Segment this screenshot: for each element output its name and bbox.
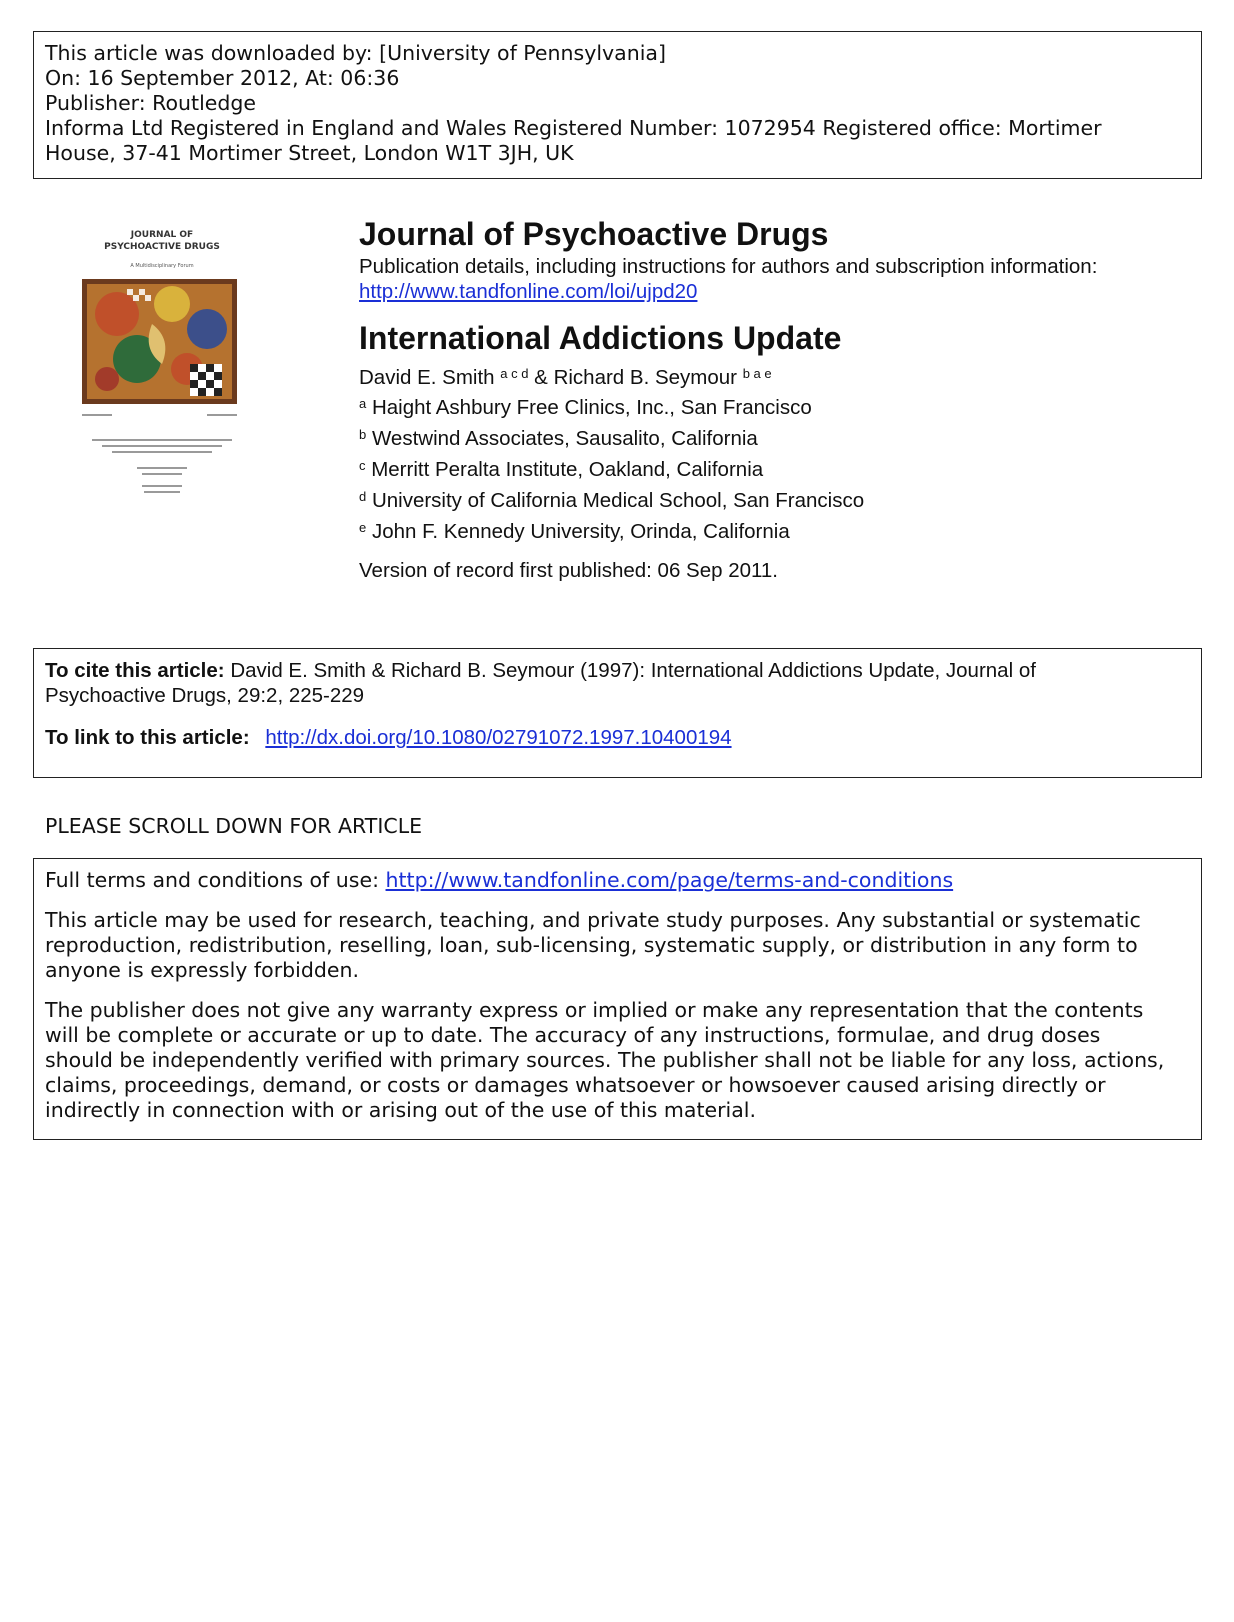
usage-line: reproduction, redistribution, reselling, loan, sub-licensing, systematic supply, or distribution in any form to <box>45 933 1138 957</box>
download-line-date: On: 16 September 2012, At: 06:36 <box>45 66 400 90</box>
journal-title: Journal of Psychoactive Drugs <box>359 216 829 252</box>
disclaimer-line: will be complete or accurate or up to date. The accuracy of any instructions, formulae, and drug doses <box>45 1023 1101 1047</box>
disclaimer-line: The publisher does not give any warranty express or implied or make any representation that the contents <box>45 998 1144 1022</box>
download-line-address: House, 37-41 Mortimer Street, London W1T 3JH, UK <box>45 141 574 165</box>
terms-line <box>45 868 1190 893</box>
affiliation-mark: c <box>359 458 366 473</box>
cite-label: To cite this article: <box>45 659 225 682</box>
download-line-university: This article was downloaded by: [University of Pennsylvania] <box>45 41 666 65</box>
publication-details: Publication details, including instructions for authors and subscription information: <box>359 255 1098 278</box>
author-affiliation-marks: a c d <box>500 366 529 381</box>
download-line-registered: Informa Ltd Registered in England and Wales Registered Number: 1072954 Registered office: Mortimer <box>45 116 1102 140</box>
cover-title-line1: JOURNAL OF <box>130 230 194 240</box>
affiliation-item <box>359 392 1199 423</box>
author-line <box>359 364 1199 392</box>
cite-text: David E. Smith & Richard B. Seymour (1997): International Addictions Update, Journal of <box>230 659 1036 682</box>
cover-artwork <box>82 279 237 404</box>
journal-cover-image <box>82 229 242 504</box>
author-affiliation-marks: b a e <box>742 366 772 381</box>
article-header <box>359 214 1199 583</box>
author-name: Richard B. Seymour <box>553 366 737 389</box>
terms-link[interactable]: http://www.tandfonline.com/page/terms-and-conditions <box>385 868 954 892</box>
link-label: To link to this article: <box>45 726 250 749</box>
disclaimer-paragraph <box>45 998 1190 1123</box>
affiliation-mark: a <box>359 396 367 411</box>
scroll-down-note: PLEASE SCROLL DOWN FOR ARTICLE <box>45 814 423 838</box>
affiliation-text: University of California Medical School, San Francisco <box>371 489 865 512</box>
affiliation-item <box>359 485 1199 516</box>
disclaimer-line: should be independently verified with primary sources. The publisher shall not be liable for any loss, actions, <box>45 1048 1165 1072</box>
cover-subtitle: A Multidisciplinary Forum <box>130 263 194 269</box>
affiliation-text: Haight Ashbury Free Clinics, Inc., San Francisco <box>371 396 812 419</box>
article-link-row <box>45 725 1190 750</box>
affiliation-mark: d <box>359 489 367 504</box>
download-notice-box <box>33 31 1202 179</box>
disclaimer-line: claims, proceedings, demand, or costs or damages whatsoever or howsoever caused arising directly or <box>45 1073 1106 1097</box>
disclaimer-line: indirectly in connection with or arising out of the use of this material. <box>45 1098 756 1122</box>
author-name: David E. Smith <box>359 366 495 389</box>
terms-label: Full terms and conditions of use: <box>45 868 379 892</box>
affiliation-mark: e <box>359 520 367 535</box>
affiliation-text: John F. Kennedy University, Orinda, California <box>371 520 790 543</box>
author-joiner: & <box>534 366 548 389</box>
download-line-publisher: Publisher: Routledge <box>45 91 257 115</box>
doi-link[interactable]: http://dx.doi.org/10.1080/02791072.1997.10400194 <box>265 726 732 749</box>
usage-paragraph <box>45 908 1190 983</box>
usage-line: anyone is expressly forbidden. <box>45 958 359 982</box>
journal-url-link[interactable]: http://www.tandfonline.com/loi/ujpd20 <box>359 280 698 303</box>
affiliation-text: Westwind Associates, Sausalito, California <box>371 427 758 450</box>
citation-box <box>33 648 1202 778</box>
affiliation-mark: b <box>359 427 367 442</box>
citation-line <box>45 658 1190 683</box>
affiliation-item <box>359 423 1199 454</box>
terms-box <box>33 858 1202 1140</box>
affiliation-item <box>359 516 1199 547</box>
usage-line: This article may be used for research, teaching, and private study purposes. Any substantial or systematic <box>45 908 1141 932</box>
article-title: International Addictions Update <box>359 320 842 356</box>
affiliation-item <box>359 454 1199 485</box>
cite-text-continued: Psychoactive Drugs, 29:2, 225-229 <box>45 684 365 707</box>
version-of-record: Version of record first published: 06 Sep 2011. <box>359 559 778 582</box>
cover-title-line2: PSYCHOACTIVE DRUGS <box>104 242 220 252</box>
affiliation-text: Merritt Peralta Institute, Oakland, California <box>371 458 764 481</box>
